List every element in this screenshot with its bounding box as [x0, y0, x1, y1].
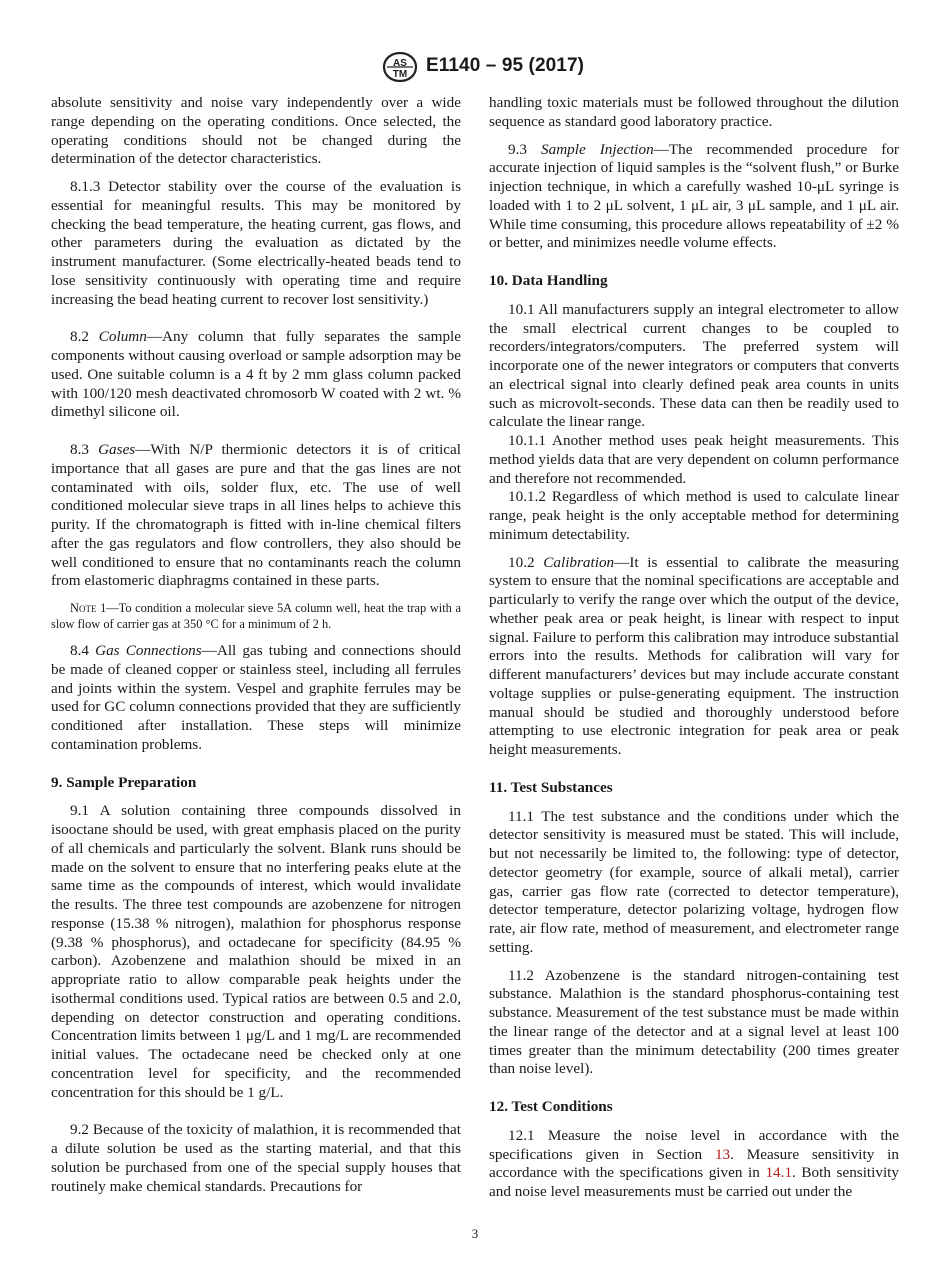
paragraph-number: 10.2: [508, 553, 544, 571]
section-link-13[interactable]: 13: [714, 1145, 731, 1163]
paragraph-9-2: 9.2 Because of the toxicity of malathion, it is recommended that a dilute solution be used as the starting material, and that this solution be purchased from one of the special supply houses that routinely make chemical standards. Precautions for: [51, 1121, 461, 1195]
paragraph-8-4: [51, 642, 461, 755]
section-heading-11: 11. Test Substances: [489, 778, 613, 796]
section-heading-9: 9. Sample Preparation: [51, 773, 197, 791]
paragraph-text: —Any column that fully separates the sample components without causing overload or sample adsorption may be used. One suitable column is a 4 ft by 2 mm glass column packed with 100/120 mesh deactivated chromosorb W coated with 2 wt. % dimethyl silicone oil.: [51, 328, 461, 421]
right-column: [489, 94, 899, 1211]
paragraph-text: 12.1 Measure the noise level in accordance with the specifications given in Section: [489, 1126, 899, 1163]
svg-text:AS: AS: [393, 58, 407, 69]
paragraph-12-1: [489, 1127, 899, 1202]
paragraph-text: . Measure sensitivity in accordance with the specifications given in: [489, 1145, 899, 1182]
section-link-14-1[interactable]: 14.1: [765, 1164, 793, 1182]
note-1: [51, 601, 461, 632]
paragraph-10-2: [489, 554, 899, 760]
paragraph-text: . Both sensitivity and noise level measurements must be carried out under the: [489, 1164, 899, 1200]
section-heading-10: 10. Data Handling: [489, 272, 608, 289]
paragraph-term: Column: [98, 328, 147, 346]
paragraph-11-2: 11.2 Azobenzene is the standard nitrogen-containing test substance. Malathion is the standard phosphorus-containing test substance. Measurement of the test substance must be made within the linear range of the detector and at a signal level at least 100 times greater than the minimum detectability (200 times greater than noise level).: [489, 966, 899, 1078]
note-text: —To condition a molecular sieve 5A column well, heat the trap with a slow flow of carrier gas at 350 °C for a minimum of 2 h.: [51, 601, 461, 631]
section-heading-12: 12. Test Conditions: [489, 1098, 613, 1115]
paragraph-number: 8.4: [70, 642, 96, 659]
paragraph-10-1-2: 10.1.2 Regardless of which method is used to calculate linear range, peak height is the only acceptable method for determining minimum detectability.: [489, 488, 899, 543]
paragraph-continuation: absolute sensitivity and noise vary independently over a wide range depending on the operating conditions. Once selected, the operating conditions should not be changed during the determination of the detector characteristics.: [51, 94, 461, 168]
note-label: Note 1: [70, 601, 107, 615]
paragraph-8-2: [51, 328, 461, 422]
page-header: [0, 52, 950, 84]
paragraph-8-3: [51, 441, 461, 591]
paragraph-text: —It is essential to calibrate the measuring system to ensure that the nominal specifications are acceptable and particularly to verify the range over which the output of the device, whether peak area or peak height, is linear with respect to input signal. Failure to perform this calibration may introduce substantial errors into the results. Methods for calibration will vary for different manufacturers’ devices but may include accurate constant voltage supplies or pulse-generating equipment. The instruction manual should be studied and thoroughly understood before attempting to use electronic integration for peak area or peak height measurements.: [489, 553, 900, 758]
paragraph-11-1: 11.1 The test substance and the conditions under which the detector sensitivity is measured must be stated. This will include, but not necessarily be limited to, the following: type of detector, detector geometry (for example, source of alkali metal), carrier gas, carrier gas flow rate (corrected to detector temperature), detector temperature, detector polarizing voltage, hydrogen flow rate, air flow rate, method of measurement, and electrometer range setting.: [489, 807, 899, 956]
svg-text:TM: TM: [392, 69, 408, 80]
document-id: E1140 – 95 (2017): [426, 55, 585, 76]
paragraph-10-1-1: 10.1.1 Another method uses peak height measurements. This method yields data that are very dependent on column performance and therefore not recommended.: [489, 432, 899, 487]
paragraph-number: 8.3: [70, 441, 99, 458]
paragraph-text: —All gas tubing and connections should be made of cleaned copper or stainless steel, including all ferrules and joints within the system. Vespel and graphite ferrules may be used for GC column connections provided that they are sufficiently conditioned after installation. These steps will minimize contamination problems.: [51, 642, 461, 753]
paragraph-term: Sample Injection: [541, 140, 654, 158]
paragraph-text: —The recommended procedure for accurate injection of liquid samples is the “solvent flush,” or Burke injection technique, in which a carefully washed 10-μL syringe is loaded with 1 to 2 μL solvent, 1 μL air, 3 μL sample, and 1 μL air. While time consuming, this procedure allows repeatability of ±2 % or better, and minimizes needle volume effects.: [489, 140, 899, 252]
paragraph-10-1: 10.1 All manufacturers supply an integral electrometer to allow the small electrical current changes to be coupled to recorders/integrators/computers. The preferred system will incorporate one of the newer integrators or computers that converts an electrical signal into clearly defined peak area counts in units such as microvolt-seconds. These data can then be readily used to calculate the linear range.: [489, 300, 899, 431]
paragraph-continuation: handling toxic materials must be followed throughout the dilution sequence as standard good laboratory practice.: [489, 94, 899, 130]
paragraph-term: Gases: [98, 441, 136, 458]
astm-logo-icon: [381, 52, 419, 82]
paragraph-term: Gas Connections: [95, 642, 202, 659]
paragraph-9-3: [489, 141, 899, 254]
paragraph-term: Calibration: [543, 553, 615, 571]
paragraph-number: 9.3: [508, 140, 541, 158]
left-column: [51, 94, 461, 1205]
paragraph-9-1: 9.1 A solution containing three compounds dissolved in isooctane should be used, with great emphasis placed on the purity of all chemicals and particularly the solvent. Blank runs should be made on the solvent to ensure that no interfering peaks elute at the same time as the compounds of interest, which would invalidate the results. The three test compounds are azobenzene for nitrogen response (15.38 % nitrogen), malathion for phosphorus response (9.38 % phosphorus), and octadecane for specificity (84.95 % carbon). Azobenzene and malathion should be mixed in an appropriate ratio to allow comparable peak heights under the isothermal conditions used. Typical ratios are between 0.5 and 2.0, depending on detector construction and operating conditions. Concentration limits between 1 μg/L and 1 mg/L are recommended initial values. The octadecane need be checked only at one concentration level for specificity, and the recommended concentration for this should be 1 g/L.: [51, 802, 461, 1101]
paragraph-text: —With N/P thermionic detectors it is of critical importance that all gases are pure and that the gas lines are not contaminated with oils, solder flux, etc. The use of well conditioned molecular sieve traps in all lines helps to achieve this purity. If the chromatograph is fitted with in-line chemical filters after the gas regulators and flow controllers, they also should be well conditioned to ensure that no contaminants reach the column from elastomeric diaphragms contained in these parts.: [51, 441, 461, 590]
paragraph-8-1-3: 8.1.3 Detector stability over the course of the evaluation is essential for meaningful results. This may be monitored by checking the bead temperature, the heating current, gas flows, and other parameters during the evaluation as dictated by the instrument manufacturer. (Some electrically-heated beads tend to lose sensitivity continuously with operating time and require increasing the bead heating current to recover lost sensitivity.): [51, 178, 461, 308]
page-number: 3: [471, 1226, 479, 1241]
paragraph-number: 8.2: [70, 328, 99, 346]
